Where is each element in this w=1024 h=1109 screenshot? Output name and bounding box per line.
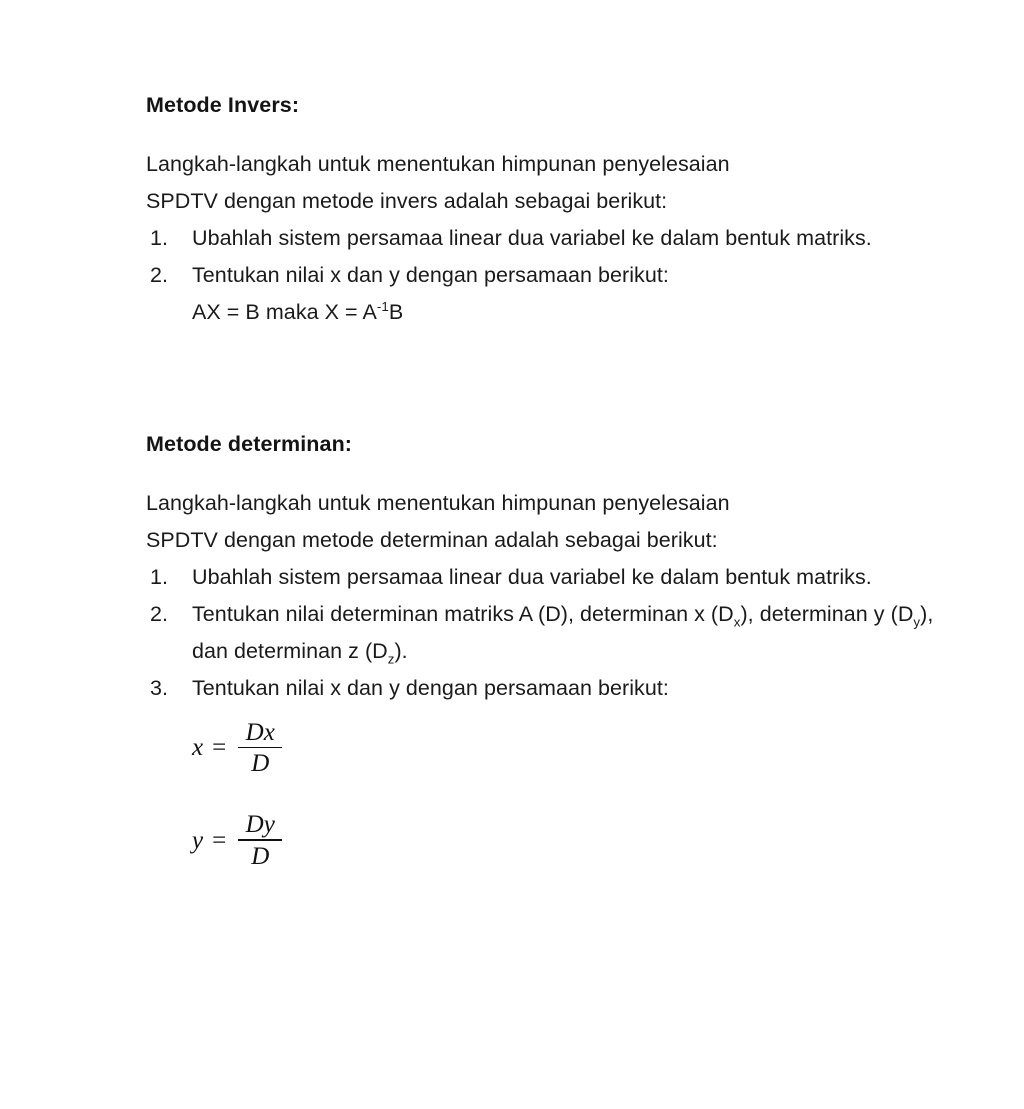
equation-lhs: x xyxy=(192,733,204,761)
list-item xyxy=(146,596,946,670)
invers-steps-list xyxy=(146,220,946,294)
fraction-denominator: D xyxy=(251,843,270,871)
spacer xyxy=(146,777,946,811)
list-item-text: Ubahlah sistem persamaa linear dua variabel ke dalam bentuk matriks. xyxy=(192,564,872,589)
equation-x xyxy=(192,719,282,778)
spacer xyxy=(146,120,946,146)
section-gap xyxy=(146,331,946,431)
determinan-intro-line-1: Langkah-langkah untuk menentukan himpunan penyelesaian xyxy=(146,490,730,515)
list-marker: 3. xyxy=(150,675,169,700)
heading-metode-determinan: Metode determinan: xyxy=(146,431,353,456)
determinan-text-part-1: Tentukan nilai determinan matriks A (D), determinan x (D xyxy=(192,601,734,626)
equals-sign: = xyxy=(212,733,227,761)
subscript-x: x xyxy=(733,613,741,629)
list-item-text: Ubahlah sistem persamaa linear dua variabel ke dalam bentuk matriks. xyxy=(192,225,872,250)
list-marker: 2. xyxy=(150,601,169,626)
list-item-text xyxy=(192,596,946,670)
formula-prefix: AX = B maka X = A xyxy=(192,299,377,324)
list-item xyxy=(146,559,946,596)
list-marker: 2. xyxy=(150,262,169,287)
list-marker: 1. xyxy=(150,564,169,589)
list-item-text: Tentukan nilai x dan y dengan persamaan berikut: xyxy=(192,262,669,287)
fraction-denominator: D xyxy=(251,750,270,778)
equation-y xyxy=(192,811,282,870)
determinan-text-part-2: ), determinan y (D xyxy=(740,601,914,626)
determinan-text-part-4: ). xyxy=(394,638,408,663)
list-item-text: Tentukan nilai x dan y dengan persamaan berikut: xyxy=(192,675,669,700)
formula-exponent: -1 xyxy=(376,298,389,314)
determinan-steps-list xyxy=(146,559,946,707)
formula-suffix: B xyxy=(388,299,404,324)
subscript-y: y xyxy=(913,613,921,629)
invers-intro-line-1: Langkah-langkah untuk menentukan himpunan penyelesaian xyxy=(146,151,730,176)
fraction xyxy=(238,719,282,778)
spacer xyxy=(146,459,946,485)
invers-intro-line-2: SPDTV dengan metode invers adalah sebagai berikut: xyxy=(146,188,668,213)
determinan-text-part-3: ), dan determinan z (D xyxy=(192,601,934,663)
list-item xyxy=(146,220,946,257)
fraction-numerator: Dx xyxy=(245,718,275,746)
fraction-numerator: Dy xyxy=(245,811,275,839)
equation-lhs: y xyxy=(192,826,204,854)
equals-sign: = xyxy=(212,826,227,854)
document-content xyxy=(146,92,946,870)
fraction xyxy=(238,811,282,870)
determinan-intro-line-2: SPDTV dengan metode determinan adalah sebagai berikut: xyxy=(146,527,718,552)
subscript-z: z xyxy=(387,650,395,666)
spacer xyxy=(146,707,946,719)
heading-metode-invers: Metode Invers: xyxy=(146,93,300,117)
formula-inverse-equation xyxy=(146,294,946,331)
list-item xyxy=(146,257,946,294)
formula-x-fraction xyxy=(146,719,946,778)
list-marker: 1. xyxy=(150,225,169,250)
formula-y-fraction xyxy=(146,811,946,870)
list-item xyxy=(146,670,946,707)
